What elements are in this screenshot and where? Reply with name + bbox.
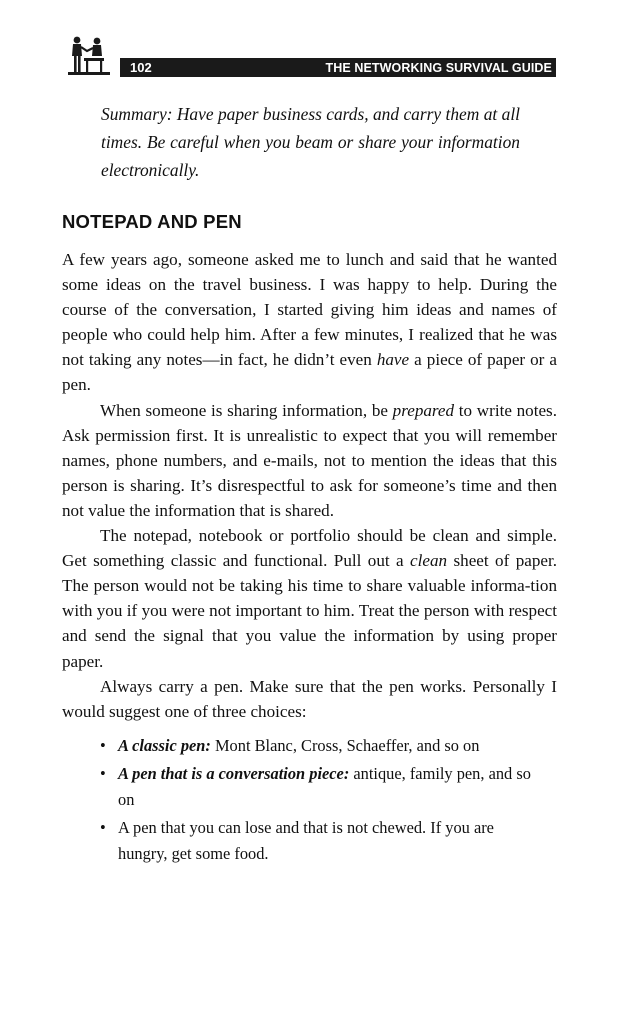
- paragraph-4: Always carry a pen. Make sure that the pen works. Personally I would suggest one of three choices:: [62, 676, 557, 721]
- bullet-icon: •: [100, 764, 106, 783]
- paragraph-1: A few years ago, someone asked me to lunch and said that he wanted some ideas on the travel business. I was happy to help. During the course of the conversation, I started giving him ideas and names of people who could help him. After a few minutes, I realized that he was not taking any notes—in fact, he didn’t even have a piece of paper or a pen.: [62, 250, 557, 395]
- bullet-icon: •: [100, 736, 106, 755]
- pen-choices-list: [98, 733, 546, 869]
- body-text: [62, 247, 557, 724]
- book-title: THE NETWORKING SURVIVAL GUIDE: [325, 61, 552, 75]
- emphasis-have: have: [376, 350, 410, 370]
- running-header-bar: [120, 58, 556, 77]
- bullet-icon: •: [100, 818, 106, 837]
- emphasis-clean: clean: [410, 551, 448, 571]
- list-item: • A pen that you can lose and that is not chewed. If you are hungry, get some food.: [98, 815, 546, 867]
- page-number: 102: [130, 60, 152, 75]
- two-people-handshake-icon: [66, 34, 110, 78]
- emphasis-prepared: prepared: [392, 400, 455, 420]
- paragraph-3: The notepad, notebook or portfolio should be clean and simple. Get something classic and functional. Pull out a clean sheet of paper. The person would not be taking his time to share valuable informa-tion with you if you were not important to him. Treat the person with respect and send the signal that you value the information by using proper paper.: [62, 526, 557, 671]
- list-item: • A classic pen: Mont Blanc, Cross, Schaeffer, and so on: [98, 733, 546, 759]
- summary-text: Summary: Have paper business cards, and carry them at all times. Be careful when you beam or share your information electronically.: [101, 104, 520, 180]
- paragraph-2: When someone is sharing information, be prepared to write notes. Ask permission first. It is unrealistic to expect that you will remember names, phone numbers, and e-mails, not to mention the ideas that this person is sharing. It’s disrespectful to ask for someone’s time and then not value the information that is shared.: [62, 400, 557, 520]
- list-item: • A pen that is a conversation piece: antique, family pen, and so on: [98, 761, 546, 813]
- section-heading: NOTEPAD AND PEN: [62, 211, 242, 232]
